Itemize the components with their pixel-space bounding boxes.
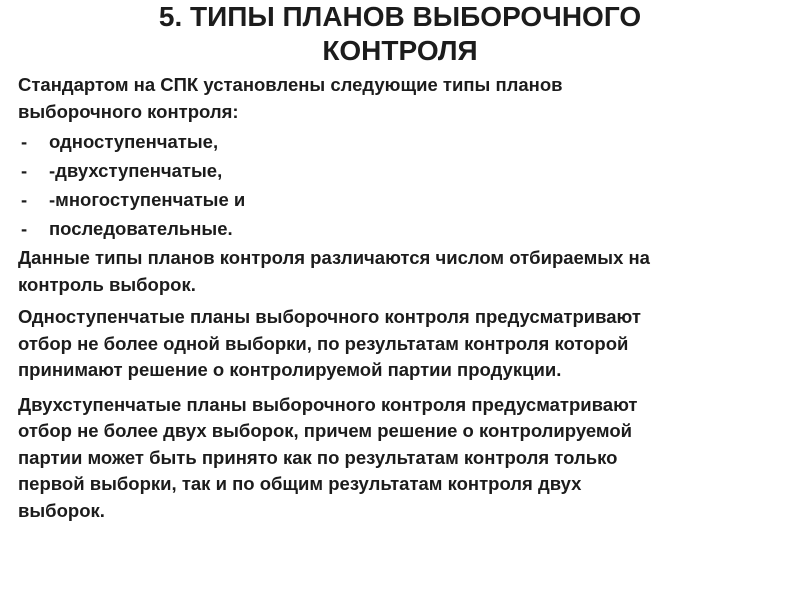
- intro-line-2: выборочного контроля:: [18, 100, 239, 122]
- paragraph-line: Одноступенчатые планы выборочного контроля предусматривают: [18, 306, 641, 327]
- list-bullet: -: [21, 160, 28, 181]
- list-item-text: одноступенчатые,: [49, 131, 219, 152]
- paragraph-line: Данные типы планов контроля различаются числом отбираемых на: [18, 247, 650, 268]
- list-item-text: -двухступенчатые,: [49, 160, 223, 181]
- slide-title-line-2: КОНТРОЛЯ: [322, 35, 478, 66]
- paragraph-line: отбор не более двух выборок, причем решение о контролируемой: [18, 420, 633, 441]
- paragraph-line: отбор не более одной выборки, по результатам контроля которой: [18, 332, 629, 354]
- list-bullet: -: [21, 131, 28, 152]
- plan-types-list: [18, 129, 790, 241]
- paragraph-line: контроль выборок.: [18, 273, 196, 295]
- paragraph-line: Двухступенчатые планы выборочного контроля предусматривают: [18, 393, 638, 415]
- list-item-text: -многоступенчатые и: [49, 189, 246, 210]
- list-item: [18, 216, 790, 241]
- paragraph-line: принимают решение о контролируемой партии продукции.: [18, 359, 562, 380]
- paragraph-two-stage: [18, 392, 790, 525]
- paragraph-line: партии может быть принято как по результатам контроля только: [18, 446, 618, 468]
- list-item: [18, 158, 790, 183]
- paragraph-line: выборок.: [18, 499, 105, 521]
- slide-body: [18, 72, 790, 524]
- list-bullet: -: [21, 218, 28, 239]
- slide-title: [0, 0, 800, 68]
- paragraph-difference: [18, 245, 790, 298]
- list-bullet: -: [21, 189, 28, 210]
- paragraph-line: первой выборки, так и по общим результатам контроля двух: [18, 473, 582, 494]
- list-item: [18, 187, 790, 212]
- list-item-text: последовательные.: [49, 218, 233, 239]
- list-item: [18, 129, 790, 154]
- slide-title-line-1: 5. ТИПЫ ПЛАНОВ ВЫБОРОЧНОГО: [158, 1, 642, 32]
- intro-paragraph: [18, 72, 790, 125]
- paragraph-single-stage: [18, 304, 790, 384]
- intro-line-1: Стандартом на СПК установлены следующие типы планов: [18, 74, 563, 95]
